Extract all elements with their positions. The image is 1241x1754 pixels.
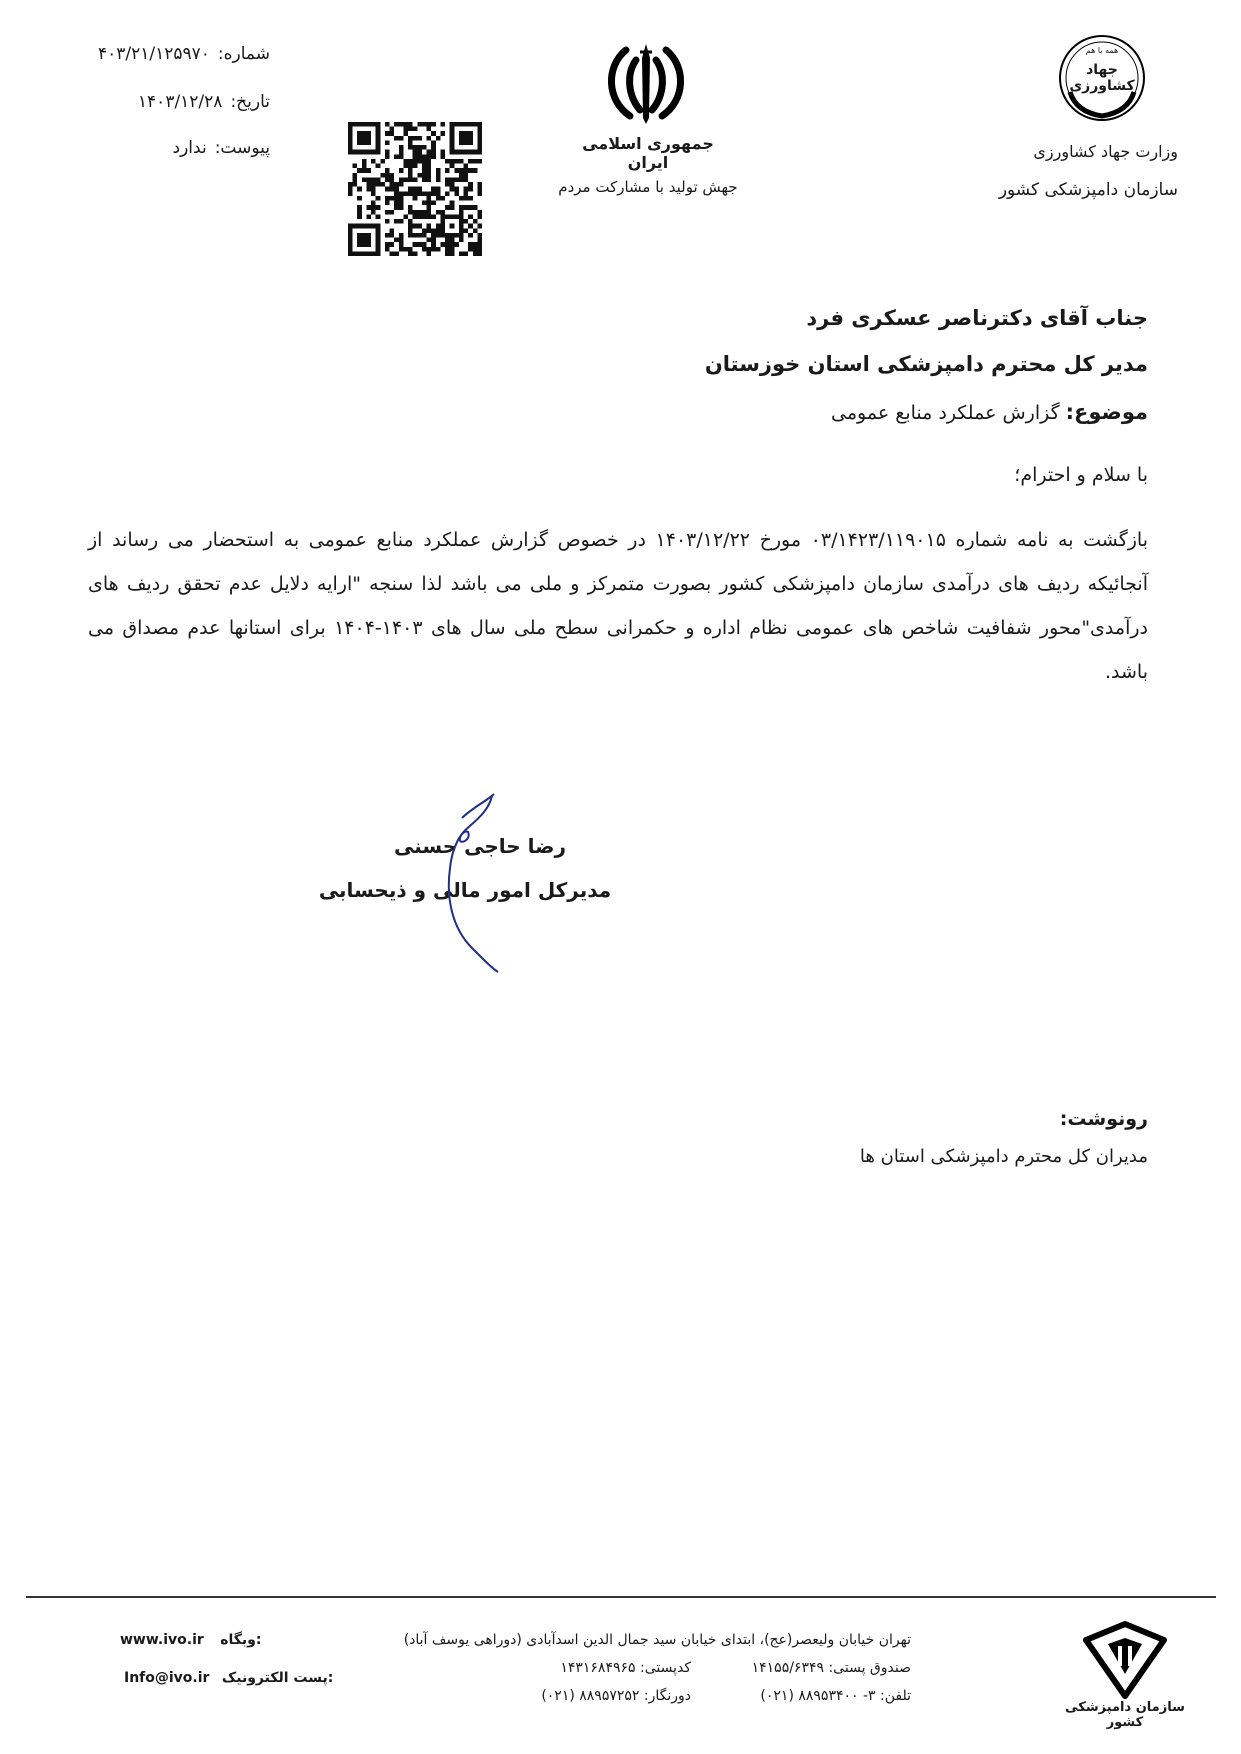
letter-number-value: ۴۰۳/۲۱/۱۲۵۹۷۰ — [97, 44, 210, 64]
footer-postal-code: کدپستی: ۱۴۳۱۶۸۴۹۶۵ — [560, 1660, 691, 1676]
footer-fax: دورنگار: ۸۸۹۵۷۲۵۲ (۰۲۱) — [541, 1688, 691, 1704]
footer-phone: تلفن: ۳- ۸۸۹۵۳۴۰۰ (۰۲۱) — [760, 1688, 911, 1704]
letter-number — [60, 44, 270, 64]
qr-code — [348, 122, 482, 256]
cc-item: مدیران کل محترم دامپزشکی استان ها — [859, 1146, 1148, 1167]
organization-name: سازمان دامپزشکی کشور — [998, 180, 1178, 200]
letter-number-label: شماره: — [217, 44, 270, 64]
subject — [831, 400, 1148, 424]
letter-body: بازگشت به نامه شماره ۰۳/۱۴۲۳/۱۱۹۰۱۵ مورخ ۱۴۰۳/۱۲/۲۲ در خصوص گزارش عملکرد منابع عمومی به استحضار می رساند از آنجائیکه ردیف های درآمدی سازمان دامپزشکی کشور بصورت متمرکز و ملی می باشد لذا سنجه "ارایه دلایل عدم تحقق ردیف های درآمدی"محور شفافیت شاخص های عمومی نظام اداره و حکمرانی سطح ملی سال های ۱۴۰۳-۱۴۰۴ برای استانها عدم مصداق می باشد. — [88, 529, 1148, 683]
ministry-logo — [1056, 32, 1148, 124]
footer-email[interactable]: Info@ivo.ir — [124, 1670, 210, 1686]
signatory-title: مدیرکل امور مالی و ذیحسابی — [318, 878, 612, 902]
footer-divider — [26, 1596, 1216, 1598]
signatory-name: رضا حاجی حسنی — [393, 834, 566, 858]
attachment-label: پیوست: — [214, 138, 270, 158]
vet-org-logo-icon — [1080, 1618, 1170, 1700]
subject-label: موضوع: — [1065, 400, 1148, 424]
attachment-value: ندارد — [172, 138, 207, 158]
letter-attachment — [60, 138, 270, 158]
recipient-title: مدیر کل محترم دامپزشکی استان خوزستان — [704, 352, 1148, 376]
letter-date-value: ۱۴۰۳/۱۲/۲۸ — [137, 92, 223, 112]
footer-website-row — [120, 1632, 261, 1648]
cc-title: رونوشت: — [1059, 1108, 1148, 1130]
subject-value: گزارش عملکرد منابع عمومی — [831, 402, 1060, 424]
recipient-name: جناب آقای دکترناصر عسکری فرد — [806, 306, 1148, 330]
slogan: جهش تولید با مشارکت مردم — [558, 178, 738, 196]
country-name: جمهوری اسلامی ایران — [582, 134, 714, 172]
footer-email-label: پست الکترونیک: — [221, 1670, 334, 1686]
footer-website-label: وبگاه: — [220, 1632, 262, 1648]
ministry-name: وزارت جهاد کشاورزی — [1033, 142, 1178, 161]
vet-org-logo-text: سازمان دامپزشکی کشور — [1065, 1700, 1185, 1730]
greeting: با سلام و احترام؛ — [1014, 464, 1148, 486]
handwritten-signature — [432, 788, 532, 978]
iran-emblem-icon — [596, 38, 696, 126]
letter-date — [60, 92, 270, 112]
ministry-logo-small-text: همه با هم — [1085, 46, 1119, 55]
ministry-logo-text: جهاد کشاورزی — [1069, 62, 1135, 94]
letter-date-label: تاریخ: — [230, 92, 270, 112]
footer-email-row — [124, 1670, 333, 1686]
footer-address: تهران خیابان ولیعصر(عج)، ابتدای خیابان سید جمال الدین اسدآبادی (دوراهی یوسف آباد) — [403, 1632, 911, 1648]
footer-po-box: صندوق پستی: ۱۴۱۵۵/۶۳۴۹ — [751, 1660, 911, 1676]
footer-website[interactable]: www.ivo.ir — [120, 1632, 204, 1648]
